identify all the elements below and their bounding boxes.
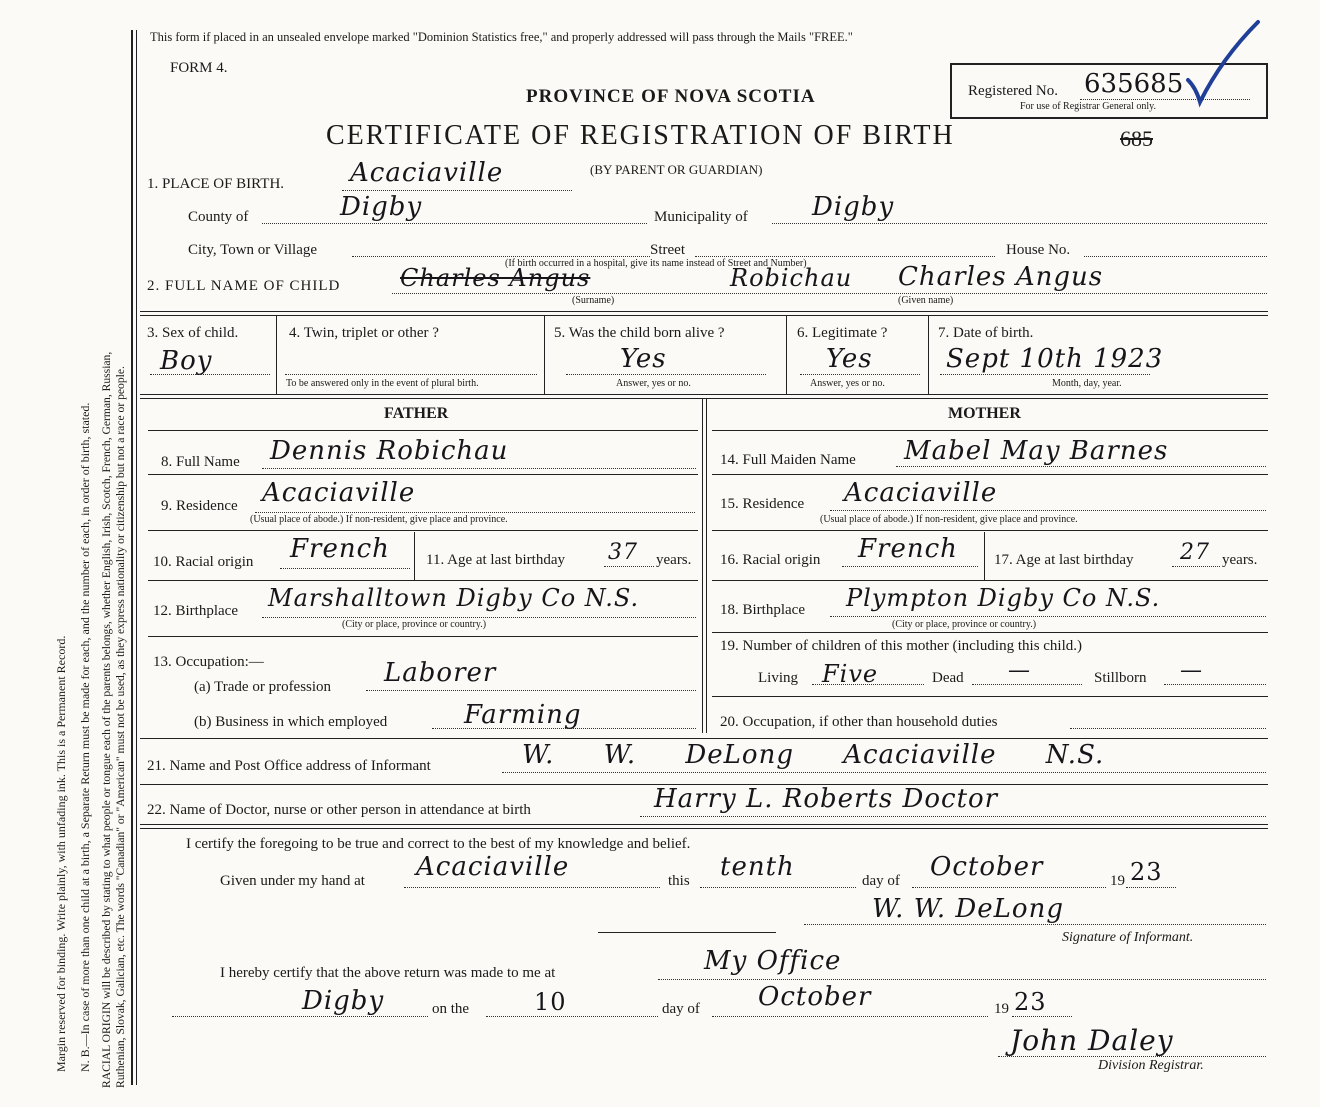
- legitimate-label: 6. Legitimate ?: [797, 325, 888, 341]
- informant-label: 21. Name and Post Office address of Informant: [147, 758, 431, 774]
- father-birthplace-note: (City or place, province or country.): [342, 619, 487, 630]
- mother-name-value: Mabel May Barnes: [904, 436, 1169, 466]
- children-label: 19. Number of children of this mother (including this child.): [720, 638, 1083, 654]
- page-subtitle: (BY PARENT OR GUARDIAN): [590, 162, 763, 177]
- business-value: Farming: [464, 700, 582, 730]
- page-title: CERTIFICATE OF REGISTRATION OF BIRTH: [326, 120, 955, 151]
- margin-note-2: N. B.—In case of more than one child at a birth, a Separate Return must be made for each, and the number of each, in order of birth, stated.: [78, 402, 92, 1072]
- mother-name-label: 14. Full Maiden Name: [720, 452, 856, 468]
- province-title: PROVINCE OF NOVA SCOTIA: [526, 86, 816, 107]
- father-birthplace-label: 12. Birthplace: [153, 603, 238, 619]
- registrar-year-value: 23: [1014, 988, 1047, 1016]
- dob-label: 7. Date of birth.: [938, 325, 1034, 341]
- living-value: Five: [822, 660, 879, 688]
- legitimate-note: Answer, yes or no.: [810, 378, 885, 389]
- mother-age-label: 17. Age at last birthday: [994, 552, 1134, 568]
- mother-race-label: 16. Racial origin: [720, 552, 821, 568]
- certify-statement: I certify the foregoing to be true and correct to the best of my knowledge and belief.: [186, 836, 691, 852]
- legitimate-value: Yes: [826, 344, 873, 374]
- side-number: 685: [1120, 126, 1153, 151]
- registrar-day-value: 10: [534, 988, 567, 1016]
- father-heading: FATHER: [384, 405, 449, 422]
- municipality-value: Digby: [812, 192, 895, 222]
- father-age-label: 11. Age at last birthday: [426, 552, 565, 568]
- father-birthplace-value: Marshalltown Digby Co N.S.: [268, 584, 640, 612]
- mother-residence-label: 15. Residence: [720, 496, 805, 512]
- business-label: (b) Business in which employed: [194, 714, 388, 730]
- year-value: 23: [1130, 858, 1163, 886]
- dob-note: Month, day, year.: [1052, 378, 1122, 389]
- county-value: Digby: [340, 192, 423, 222]
- occupation-label: 13. Occupation:—: [153, 654, 264, 670]
- living-label: Living: [758, 670, 798, 686]
- margin-note-4: Ruthenian, Slovak, Galician, etc. The words "Canadian" or "American" must not be used, as they express nationality or citizenship but not a race or people.: [114, 366, 127, 1088]
- street-label: Street: [650, 242, 685, 258]
- father-residence-value: Acaciaville: [262, 478, 416, 508]
- mother-birthplace-value: Plympton Digby Co N.S.: [846, 584, 1161, 612]
- county-label: County of: [188, 209, 249, 225]
- mother-birthplace-note: (City or place, province or country.): [892, 619, 1037, 630]
- given-name-caption: (Given name): [898, 295, 954, 306]
- on-the-label: on the: [432, 1001, 470, 1017]
- trade-label: (a) Trade or profession: [194, 679, 332, 695]
- city-label: City, Town or Village: [188, 242, 318, 258]
- binding-line-2: [136, 30, 137, 1085]
- registered-number: 635685: [1084, 69, 1184, 99]
- informant-value: W. W. DeLong Acaciaville N.S.: [522, 740, 1105, 770]
- mother-residence-note: (Usual place of abode.) If non-resident, give place and province.: [820, 514, 1078, 525]
- father-residence-label: 9. Residence: [161, 498, 238, 514]
- informant-signature-label: Signature of Informant.: [1062, 930, 1194, 945]
- given-place-value: Acaciaville: [416, 852, 570, 882]
- mother-age-value: 27: [1180, 540, 1210, 565]
- child-surname: Robichau: [730, 264, 853, 292]
- given-label: Given under my hand at: [220, 873, 365, 889]
- sex-label: 3. Sex of child.: [147, 325, 239, 341]
- doctor-label: 22. Name of Doctor, nurse or other person in attendance at birth: [147, 802, 531, 818]
- father-name-value: Dennis Robichau: [270, 436, 509, 466]
- dead-label: Dead: [932, 670, 964, 686]
- day-of-label: day of: [862, 873, 900, 889]
- mother-residence-value: Acaciaville: [844, 478, 998, 508]
- child-name-label: 2. FULL NAME OF CHILD: [147, 278, 341, 294]
- registrar-note: For use of Registrar General only.: [1020, 101, 1156, 112]
- father-residence-note: (Usual place of abode.) If non-resident, give place and province.: [250, 514, 508, 525]
- day-value: tenth: [720, 852, 795, 882]
- stillborn-value: —: [1180, 658, 1203, 683]
- form-number: FORM 4.: [170, 60, 228, 76]
- stillborn-label: Stillborn: [1094, 670, 1147, 686]
- surname-caption: (Surname): [572, 295, 615, 306]
- trade-value: Laborer: [384, 658, 497, 688]
- twin-label: 4. Twin, triplet or other ?: [289, 325, 439, 341]
- registrar-statement: I hereby certify that the above return was made to me at: [220, 965, 556, 981]
- alive-value: Yes: [620, 344, 667, 374]
- registrar-month-value: October: [758, 982, 872, 1012]
- house-no-label: House No.: [1006, 242, 1071, 258]
- mother-occupation-label: 20. Occupation, if other than household duties: [720, 714, 998, 730]
- alive-note: Answer, yes or no.: [616, 378, 691, 389]
- child-name-struck: Charles Angus: [400, 264, 591, 292]
- father-age-value: 37: [608, 540, 638, 565]
- this-label: this: [668, 873, 690, 889]
- binding-line-1: [131, 30, 133, 1085]
- margin-note-1: Margin reserved for binding. Write plainly, with unfading ink. This is a Permanent Record.: [54, 635, 68, 1072]
- checkmark-icon: [1182, 18, 1262, 108]
- hospital-note: (If birth occurred in a hospital, give its name instead of Street and Number): [505, 258, 807, 269]
- registered-label: Registered No.: [968, 83, 1058, 99]
- registrar-town-value: Digby: [302, 986, 385, 1016]
- registrar-place-value: My Office: [704, 946, 842, 976]
- alive-label: 5. Was the child born alive ?: [554, 325, 725, 341]
- margin-note-3: RACIAL ORIGIN will be described by stating to what people or tongue each of the parents belongs, whether English, Irish, Scotch, French, German, Russian,: [100, 351, 113, 1088]
- dead-value: —: [1008, 658, 1031, 683]
- doctor-value: Harry L. Roberts Doctor: [654, 784, 999, 814]
- child-given-name: Charles Angus: [898, 262, 1104, 292]
- dob-value: Sept 10th 1923: [946, 344, 1164, 374]
- mother-race-value: French: [858, 534, 958, 564]
- sex-value: Boy: [160, 346, 213, 376]
- mother-birthplace-label: 18. Birthplace: [720, 602, 805, 618]
- mother-heading: MOTHER: [948, 405, 1021, 422]
- father-race-value: French: [290, 534, 390, 564]
- father-years-label: years.: [656, 552, 692, 568]
- informant-signature: W. W. DeLong: [872, 894, 1064, 924]
- father-name-label: 8. Full Name: [161, 454, 240, 470]
- month-value: October: [930, 852, 1044, 882]
- mail-notice: This form if placed in an unsealed envelope marked "Dominion Statistics free," and properly addressed will pass through the Mails "FREE.": [150, 30, 853, 44]
- municipality-label: Municipality of: [654, 209, 748, 225]
- place-of-birth-label: 1. PLACE OF BIRTH.: [147, 176, 285, 192]
- father-race-label: 10. Racial origin: [153, 554, 254, 570]
- registrar-year-prefix: 19: [994, 1001, 1009, 1017]
- mother-years-label: years.: [1222, 552, 1258, 568]
- year-prefix: 19: [1110, 873, 1125, 889]
- registrar-signature: John Daley: [1010, 1024, 1174, 1057]
- twin-note: To be answered only in the event of plural birth.: [286, 378, 479, 389]
- place-of-birth-value: Acaciaville: [350, 158, 504, 188]
- registrar-label: Division Registrar.: [1098, 1058, 1204, 1073]
- registrar-day-of-label: day of: [662, 1001, 700, 1017]
